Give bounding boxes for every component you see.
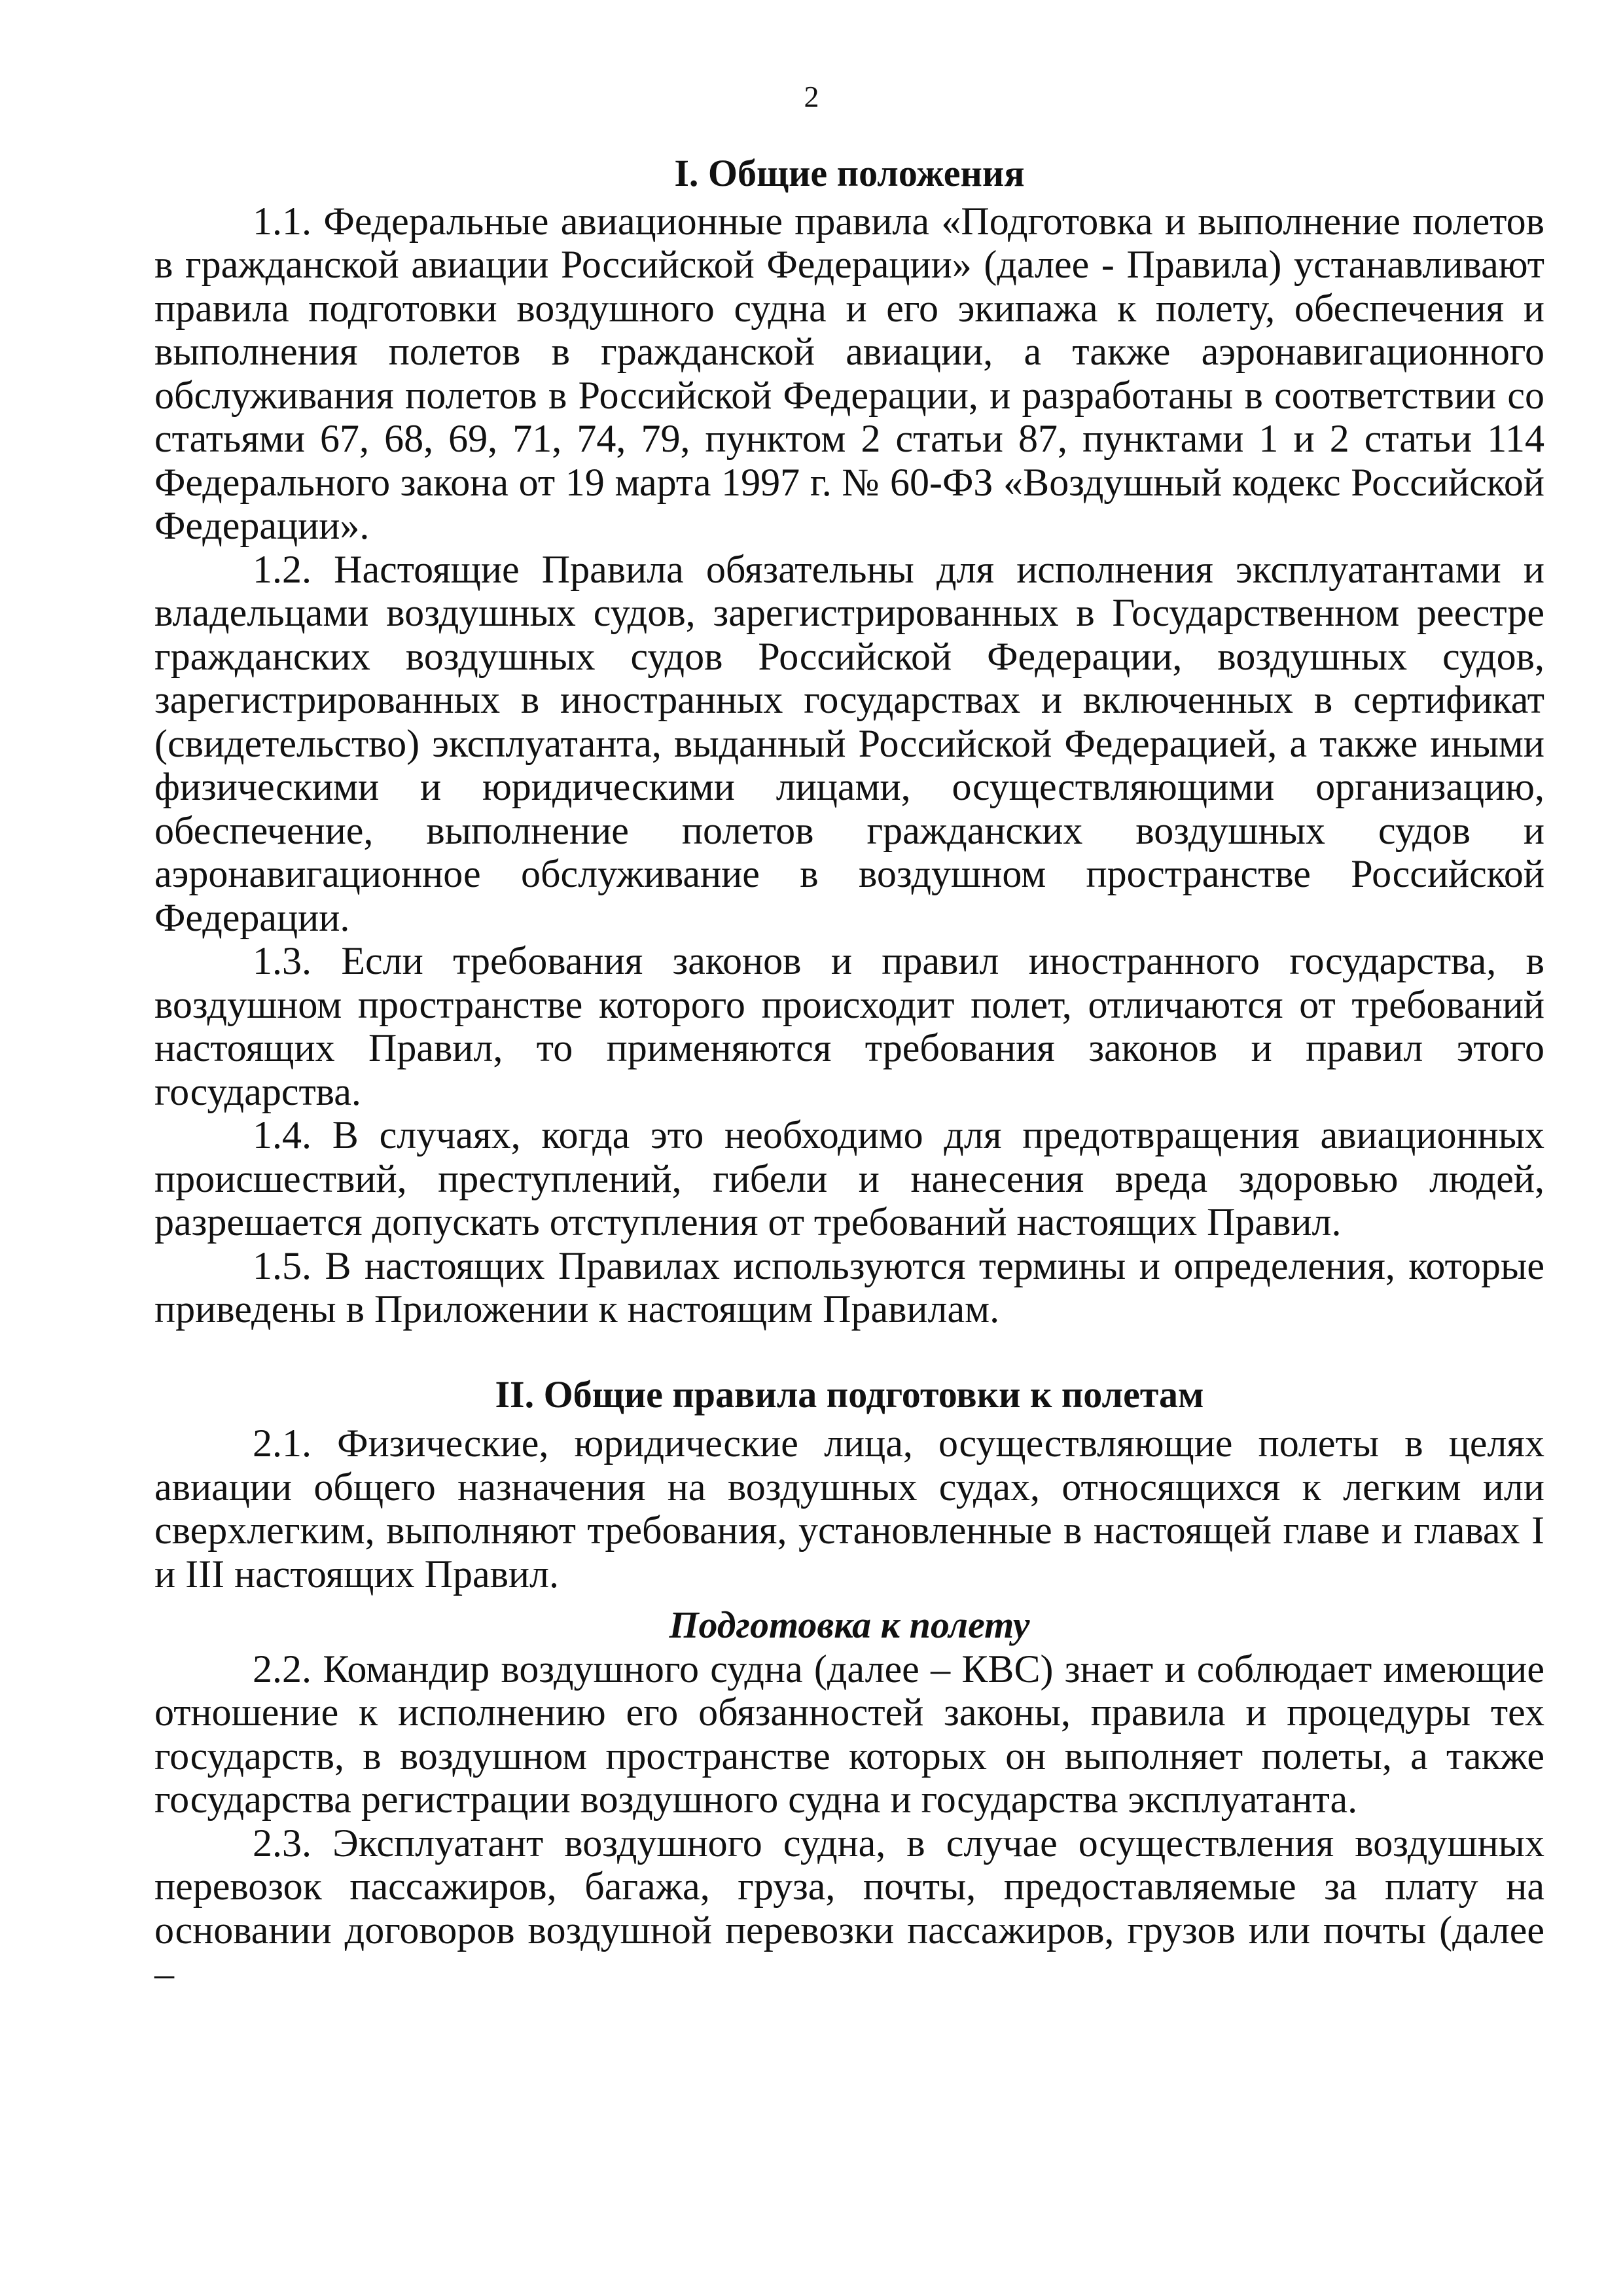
paragraph-1-3: 1.3. Если требования законов и правил иностранного государства, в воздушном пространстве которого происходит полет, отличаются от требований настоящих Правил, то применяются требования законов и правил этого государства.	[154, 939, 1544, 1113]
page-number: 2	[804, 80, 819, 113]
subsection-heading: Подготовка к полету	[669, 1604, 1030, 1646]
paragraph-1-5: 1.5. В настоящих Правилах используются термины и определения, которые приведены в Приложении к настоящим Правилам.	[154, 1244, 1544, 1331]
paragraph-2-1: 2.1. Физические, юридические лица, осуществляющие полеты в целях авиации общего назначения на воздушных судах, относящихся к легким или сверхлегким, выполняют требования, установленные в настоящей главе и главах I и III настоящих Правил.	[154, 1422, 1544, 1596]
paragraph-2-3: 2.3. Эксплуатант воздушного судна, в случае осуществления воздушных перевозок пассажиров, багажа, груза, почты, предоставляемые за плату на основании договоров воздушной перевозки пассажиров, грузов или почты (далее –	[154, 1821, 1544, 1995]
paragraph-1-1: 1.1. Федеральные авиационные правила «Подготовка и выполнение полетов в гражданской авиации Российской Федерации» (далее - Правила) устанавливают правила подготовки воздушного судна и его экипажа к полету, обеспечения и выполнения полетов в гражданской авиации, а также аэронавигационного обслуживания полетов в Российской Федерации, и разработаны в соответствии со статьями 67, 68, 69, 71, 74, 79, пунктом 2 статьи 87, пунктами 1 и 2 статьи 114 Федерального закона от 19 марта 1997 г. № 60-ФЗ «Воздушный кодекс Российской Федерации».	[154, 199, 1544, 547]
paragraph-1-4: 1.4. В случаях, когда это необходимо для предотвращения авиационных происшествий, преступлений, гибели и нанесения вреда здоровью людей, разрешается допускать отступления от требований настоящих Правил.	[154, 1113, 1544, 1244]
section-1-heading: I. Общие положения	[674, 152, 1025, 194]
document-body	[154, 152, 1544, 1996]
paragraph-2-2: 2.2. Командир воздушного судна (далее – КВС) знает и соблюдает имеющие отношение к исполнению его обязанностей законы, правила и процедуры тех государств, в воздушном пространстве которых он выполняет полеты, а также государства регистрации воздушного судна и государства эксплуатанта.	[154, 1647, 1544, 1821]
section-2-heading: II. Общие правила подготовки к полетам	[495, 1372, 1204, 1416]
paragraph-1-2: 1.2. Настоящие Правила обязательны для исполнения эксплуатантами и владельцами воздушных судов, зарегистрированных в Государственном реестре гражданских воздушных судов Российской Федерации, воздушных судов, зарегистрированных в иностранных государствах и включенных в сертификат (свидетельство) эксплуатанта, выданный Российской Федерацией, а также иными физическими и юридическими лицами, осуществляющими организацию, обеспечение, выполнение полетов гражданских воздушных судов и аэронавигационное обслуживание в воздушном пространстве Российской Федерации.	[154, 547, 1544, 939]
